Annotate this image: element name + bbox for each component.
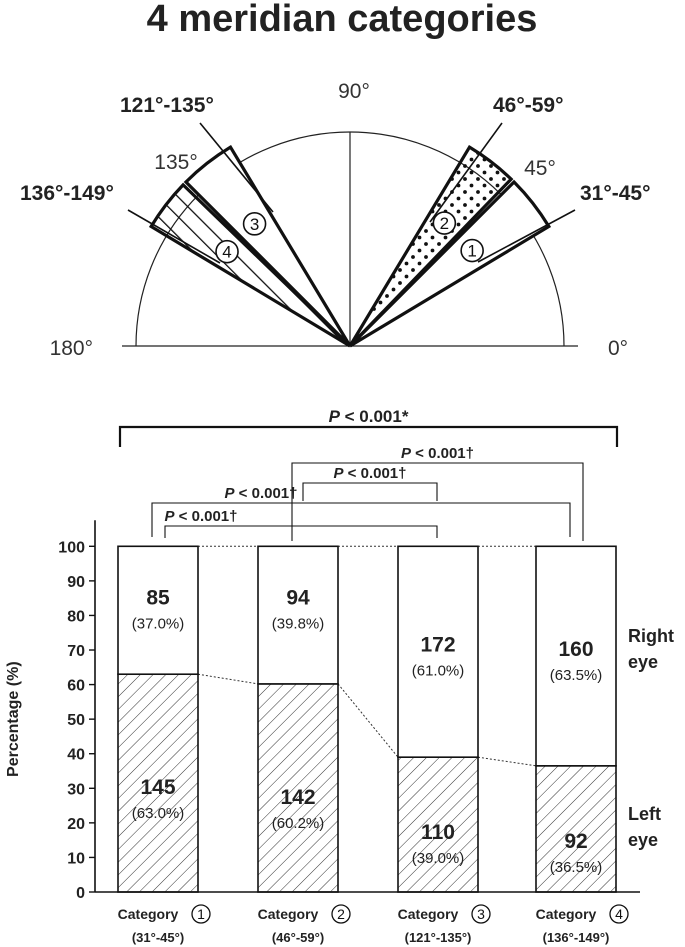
angle-label: 0° xyxy=(608,337,629,360)
sector-range-label: 136°-149° xyxy=(20,182,114,205)
y-tick-label: 80 xyxy=(67,608,85,626)
y-tick-label: 100 xyxy=(58,539,85,557)
category-number: 1 xyxy=(197,906,205,922)
connector-line xyxy=(198,674,258,684)
left-eye-percent: (36.5%) xyxy=(549,858,603,876)
category-number: 4 xyxy=(615,906,623,922)
right-eye-percent: (61.0%) xyxy=(411,662,465,680)
right-eye-count: 160 xyxy=(558,638,594,662)
category-range: (31°-45°) xyxy=(131,930,185,945)
significance-label xyxy=(401,445,474,462)
y-tick-label: 60 xyxy=(67,677,85,695)
connector-line xyxy=(478,757,536,766)
legend-right-eye-line1: Right xyxy=(628,626,674,646)
right-eye-percent: (37.0%) xyxy=(131,615,185,633)
category-number: 3 xyxy=(477,906,485,922)
sector-number: 1 xyxy=(467,241,477,261)
sector-range-label: 121°-135° xyxy=(120,94,214,117)
y-tick-label: 70 xyxy=(67,643,85,661)
y-tick-label: 90 xyxy=(67,573,85,591)
sector-range-label: 31°-45° xyxy=(580,182,651,205)
category-range: (46°-59°) xyxy=(271,930,325,945)
legend-left-eye-line2: eye xyxy=(628,830,659,850)
y-tick-label: 20 xyxy=(67,815,85,833)
left-eye-percent: (39.0%) xyxy=(411,850,465,868)
stacked-bar-chart xyxy=(5,407,674,945)
significance-label xyxy=(165,508,238,525)
significance-label-rest: < 0.001† xyxy=(234,485,298,502)
y-tick-label: 50 xyxy=(67,712,85,730)
significance-label-p: P xyxy=(333,465,344,482)
connector-line xyxy=(338,684,398,757)
significance-label-rest: < 0.001† xyxy=(411,445,474,462)
significance-label xyxy=(225,485,298,502)
significance-label-rest: < 0.001* xyxy=(339,407,409,426)
significance-label-p: P xyxy=(328,407,340,426)
significance-bracket xyxy=(303,483,437,501)
angle-label: 180° xyxy=(49,337,93,360)
y-tick-label: 30 xyxy=(67,781,85,799)
y-tick-label: 40 xyxy=(67,746,85,764)
category-range: (136°-149°) xyxy=(542,930,610,945)
left-eye-count: 92 xyxy=(564,829,588,853)
significance-bracket xyxy=(120,427,617,447)
significance-label-p: P xyxy=(401,445,412,462)
sector-range-label: 46°-59° xyxy=(493,94,564,117)
category-label: Category xyxy=(535,906,597,922)
legend-left-eye-line1: Left xyxy=(628,804,661,824)
right-eye-count: 85 xyxy=(146,586,170,610)
y-axis-label: Percentage (%) xyxy=(5,661,22,777)
significance-label-rest: < 0.001† xyxy=(343,465,407,482)
right-eye-percent: (63.5%) xyxy=(549,667,603,685)
figure-title: 4 meridian categories xyxy=(146,0,538,40)
left-eye-count: 142 xyxy=(280,785,316,809)
significance-label-p: P xyxy=(164,508,175,525)
legend-right-eye-line2: eye xyxy=(628,652,659,672)
left-eye-percent: (63.0%) xyxy=(131,805,185,823)
sector-number: 3 xyxy=(249,214,260,234)
angle-label: 135° xyxy=(154,151,198,174)
right-eye-percent: (39.8%) xyxy=(271,615,325,633)
left-eye-count: 145 xyxy=(140,776,176,800)
left-eye-percent: (60.2%) xyxy=(271,814,325,832)
right-eye-count: 172 xyxy=(420,633,456,657)
category-label: Category xyxy=(117,906,179,922)
category-label: Category xyxy=(257,906,319,922)
right-eye-count: 94 xyxy=(286,586,310,610)
significance-label-p: P xyxy=(224,485,235,502)
category-range: (121°-135°) xyxy=(404,930,472,945)
significance-bracket xyxy=(165,526,437,538)
angle-label: 90° xyxy=(338,80,370,103)
angle-label: 45° xyxy=(524,157,556,180)
y-tick-label: 10 xyxy=(67,850,85,868)
category-label: Category xyxy=(397,906,459,922)
left-eye-count: 110 xyxy=(421,821,455,845)
bar-right-eye xyxy=(118,546,198,674)
meridian-diagram xyxy=(20,80,651,360)
sector-number: 4 xyxy=(222,242,232,262)
y-tick-label: 0 xyxy=(76,885,85,902)
sector-number: 2 xyxy=(439,214,450,234)
significance-label xyxy=(329,407,409,426)
significance-label-rest: < 0.001† xyxy=(174,508,238,525)
significance-label xyxy=(334,465,407,482)
category-number: 2 xyxy=(337,906,345,922)
